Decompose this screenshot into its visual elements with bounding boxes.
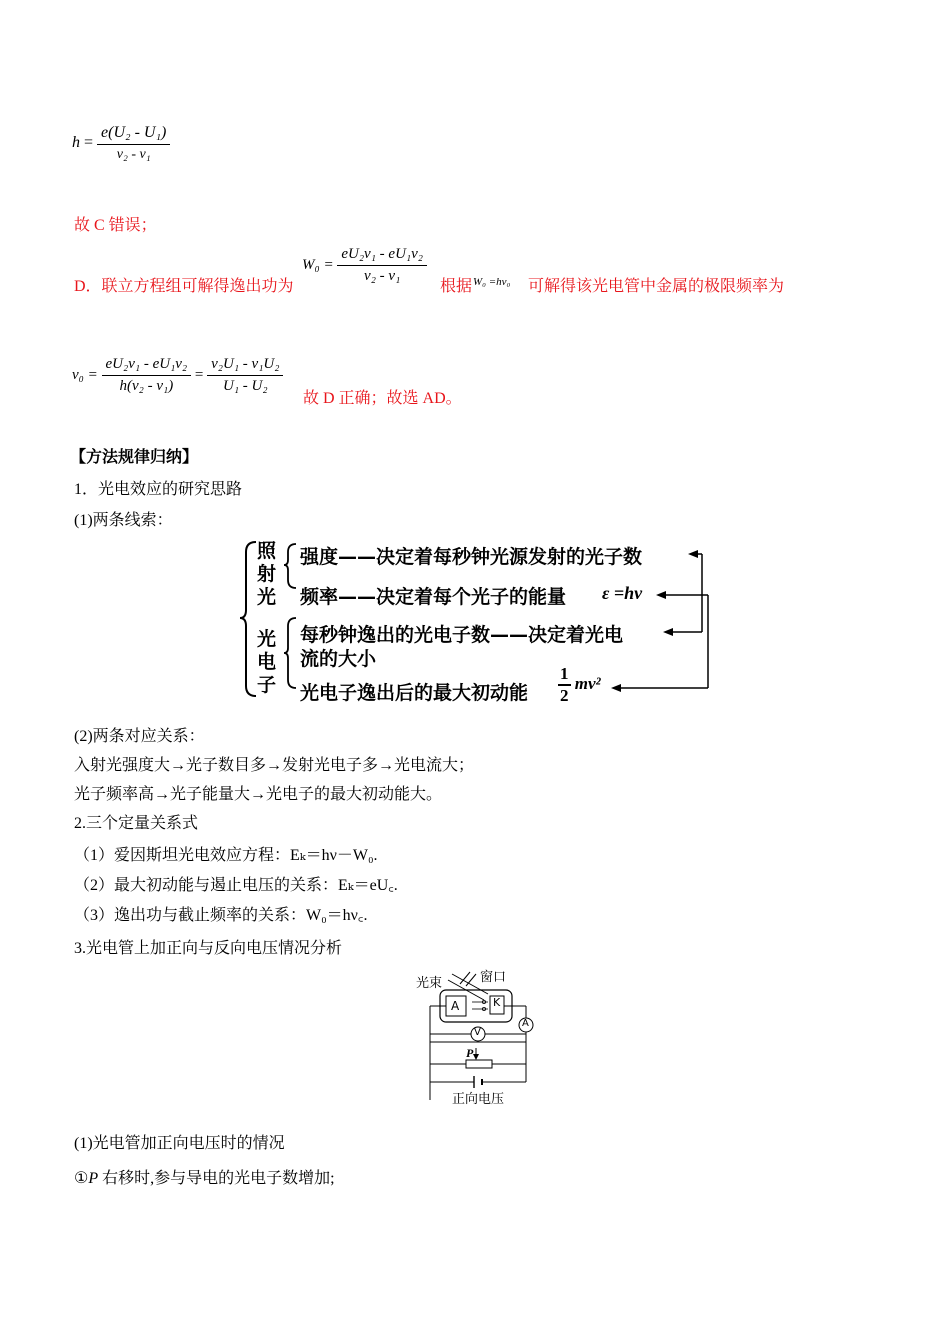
eq1-numerator: e(U₂ - U₁) (97, 124, 170, 145)
equation-planck: h = $\frac{\text{e(U₂ - U₁)}}{\text{ν₂ - ν₁}}$ (72, 124, 170, 163)
two-clues-diagram (240, 538, 715, 708)
label-forward-voltage: 正向电压 (452, 1092, 505, 1107)
section-title: 【方法规律归纳】 (70, 449, 199, 466)
paragraph-1: 1．光电效应的研究思路 (74, 481, 243, 498)
paragraph-9: （3）逸出功与截止频率的关系：W₀＝hν꜀. (74, 907, 368, 924)
diagram-left-label-2: 光 电 子 (257, 628, 277, 696)
w0-numerator: eU₂ν₁ - eU₁ν₂ (337, 246, 427, 266)
paragraph-2: (1)两条线索： (74, 512, 173, 529)
paragraph-4: 入射光强度大→光子数目多→发射光电子多→光电流大； (74, 757, 475, 774)
d-conclusion: 故 D 正确；故选 AD。 (303, 390, 462, 407)
paragraph-10: 3.光电管上加正向与反向电压情况分析 (74, 940, 343, 957)
paragraph-12-text: 右移时,参与导电的光电子数增加; (98, 1170, 335, 1187)
paragraph-11: (1)光电管加正向电压时的情况 (74, 1135, 285, 1152)
eq3-equals: = (194, 366, 204, 383)
eq3-fraction-1 (102, 356, 192, 395)
eq1-lhs: h (72, 134, 80, 152)
diagram-row-frequency: 频率——决定着每个光子的能量 (300, 586, 567, 608)
eq1-denominator: ν₂ - ν₁ (116, 147, 151, 162)
diagram-kinetic-formula (558, 664, 601, 706)
diagram-row-count-b: 流的大小 (300, 648, 377, 670)
paragraph-12 (74, 1165, 335, 1188)
slider-p: P (88, 1170, 99, 1187)
diagram-row-count-a: 每秒钟逸出的光电子数——决定着光电 (300, 624, 624, 646)
diagram-energy-formula: ε =hν (602, 583, 643, 603)
w0-fraction (337, 246, 427, 285)
eq1-fraction (97, 124, 170, 163)
w0-denominator: ν₂ - ν₁ (364, 268, 401, 284)
phototube-circuit (410, 962, 540, 1107)
equation-threshold-frequency (72, 356, 283, 395)
paragraph-5: 光子频率高→光子能量大→光电子的最大初动能大。 (74, 786, 443, 803)
diagram-row-kinetic: 光电子逸出后的最大初动能 (300, 682, 529, 704)
eq3-denominator-1: h(ν₂ - ν₁) (119, 378, 174, 394)
label-anode: A (451, 999, 460, 1013)
diagram-row-intensity: 强度——决定着每秒钟光源发射的光子数 (300, 546, 643, 568)
circled-one: ① (74, 1170, 89, 1187)
d-label: D．联立方程组可解得逸出功为 (74, 278, 294, 295)
label-window: 窗口 (480, 970, 507, 985)
eq3-denominator-2: U₁ - U₂ (223, 378, 268, 394)
eq3-numerator-1: eU₂ν₁ - eU₁ν₂ (102, 356, 192, 376)
d-inline-formula: W₀ =hν₀ (473, 276, 511, 288)
paragraph-8: （2）最大初动能与遏止电压的关系：Eₖ＝eU꜀. (74, 877, 398, 894)
label-cathode: K (493, 996, 501, 1009)
eq3-numerator-2: ν₂U₁ - ν₁U₂ (207, 356, 283, 376)
d-tail-text: 可解得该光电管中金属的极限频率为 (528, 278, 785, 295)
eq3-lhs: ν₀ = (72, 366, 98, 383)
kinetic-frac-num: 1 (558, 664, 571, 686)
label-voltmeter: V (474, 1027, 481, 1038)
d-mid-text: 根据 (440, 278, 473, 295)
paragraph-6: 2.三个定量关系式 (74, 815, 199, 832)
label-ammeter: A (522, 1018, 529, 1029)
paragraph-3: (2)两条对应关系： (74, 728, 205, 745)
w0-lhs: W₀ = (302, 256, 334, 273)
c-wrong-text: 故 C 错误； (74, 217, 157, 234)
paragraph-7: （1）爱因斯坦光电效应方程：Eₖ＝hν－W₀. (74, 847, 378, 864)
diagram-left-label-1: 照 射 光 (257, 540, 277, 608)
kinetic-frac-den: 2 (560, 686, 569, 705)
w0-equation (302, 246, 427, 285)
label-slider: P (466, 1046, 474, 1060)
kinetic-tail: mv² (574, 673, 601, 693)
label-beam: 光束 (416, 976, 443, 991)
eq3-fraction-2 (207, 356, 283, 395)
